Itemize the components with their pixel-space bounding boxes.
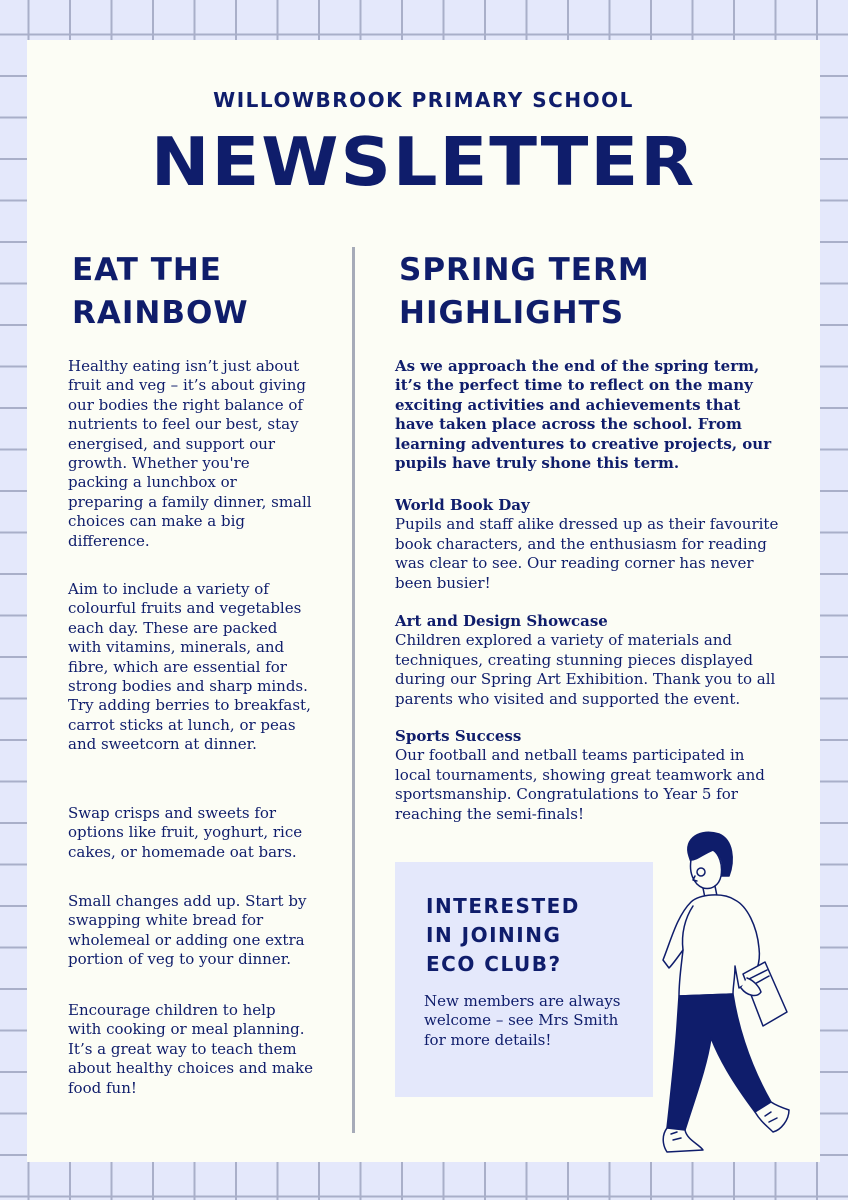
newsletter-page: [27, 40, 820, 1162]
highlight-world-book-day: [395, 496, 780, 593]
callout-text: New members are always welcome – see Mrs Smith for more details!: [424, 992, 621, 1049]
left-paragraph-5: Encourage children to help with cooking or meal planning. It’s a great way to teach them about healthy choices and make food fun!: [68, 1001, 313, 1097]
highlight-title: Sports Success: [395, 727, 522, 745]
highlight-title: World Book Day: [395, 496, 530, 514]
spring-term-heading: SPRING TERM HIGHLIGHTS: [399, 252, 650, 331]
newsletter-title: NEWSLETTER: [150, 123, 697, 201]
highlight-text: Children explored a variety of materials and techniques, creating stunning pieces displayed during our Spring Art Exhibition. Thank you to all parents who visited and supported the event.: [395, 631, 776, 708]
highlight-art-design: [395, 612, 780, 709]
walking-student-illustration: [631, 830, 791, 1155]
spring-intro: As we approach the end of the spring term, it’s the perfect time to reflect on the many exciting activities and achievements that have taken place across the school. From learning adventures to creative projects, our pupils have truly shone this term.: [395, 357, 772, 473]
left-paragraph-3: Swap crisps and sweets for options like fruit, yoghurt, rice cakes, or homemade oat bars.: [68, 804, 303, 861]
highlight-text: Our football and netball teams participated in local tournaments, showing great teamwork and sportsmanship. Congratulations to Year 5 for reaching the semi-finals!: [395, 746, 765, 823]
left-paragraph-1: Healthy eating isn’t just about fruit and veg – it’s about giving our bodies the right balance of nutrients to feel our best, stay energised, and support our growth. Whether you're packing a lunchbox or preparing a family dinner, small choices can make a big difference.: [68, 357, 312, 550]
eat-the-rainbow-heading: EAT THE RAINBOW: [72, 252, 249, 331]
eco-club-callout: [395, 862, 653, 1097]
left-paragraph-2: Aim to include a variety of colourful fruits and vegetables each day. These are packed with vitamins, minerals, and fibre, which are essential for strong bodies and sharp minds. Try adding berries to breakfast, carrot sticks at lunch, or peas and sweetcorn at dinner.: [68, 580, 311, 754]
school-name: WILLOWBROOK PRIMARY SCHOOL: [213, 88, 634, 112]
highlight-title: Art and Design Showcase: [395, 612, 608, 630]
highlight-text: Pupils and staff alike dressed up as their favourite book characters, and the enthusiasm for reading was clear to see. Our reading corner has never been busier!: [395, 515, 779, 592]
callout-title: INTERESTED IN JOINING ECO CLUB?: [426, 894, 580, 976]
highlight-sports: [395, 727, 780, 824]
left-paragraph-4: Small changes add up. Start by swapping white bread for wholemeal or adding one extra portion of veg to your dinner.: [68, 892, 307, 969]
column-divider: [352, 247, 355, 1133]
